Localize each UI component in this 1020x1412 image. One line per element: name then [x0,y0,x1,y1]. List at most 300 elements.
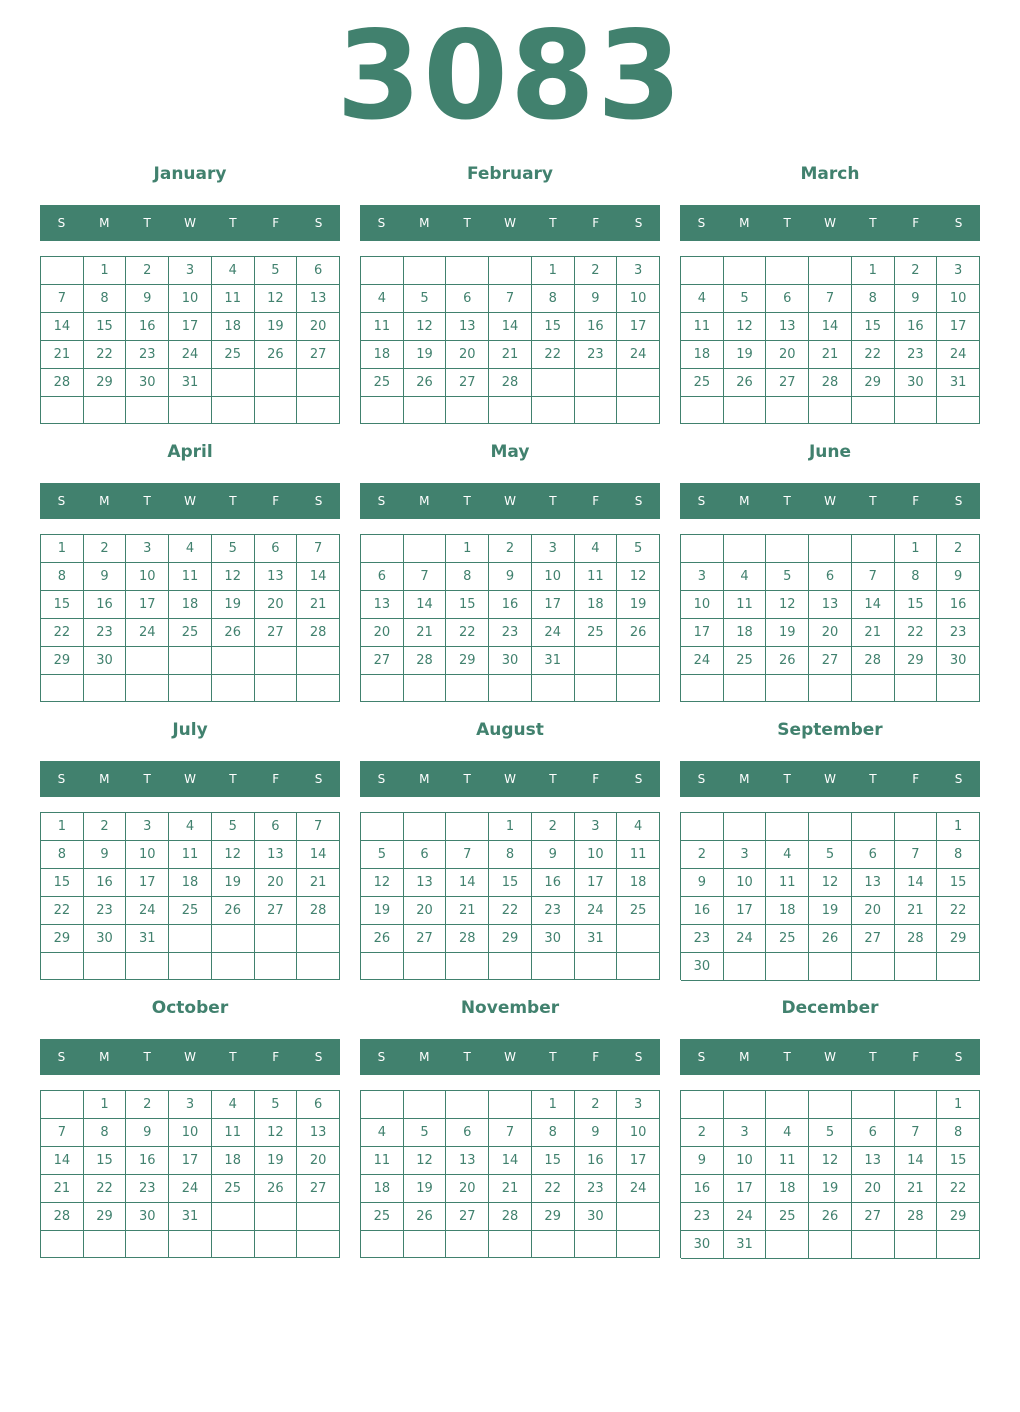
day-cell: 27 [852,925,895,953]
weekday-label: S [634,772,643,786]
weekday-label: S [57,1050,66,1064]
day-cell: 28 [895,925,938,953]
day-cell: 12 [212,841,255,869]
day-cell: 30 [937,647,980,675]
day-cell: 21 [489,341,532,369]
weekday-label: T [549,772,557,786]
weekday-label: F [592,216,600,230]
day-cell: 26 [809,1203,852,1231]
day-cell: 14 [297,841,340,869]
day-cell: 30 [681,1231,724,1259]
day-cell: 9 [489,563,532,591]
weekday-label: S [954,494,963,508]
day-cell: 26 [404,369,447,397]
day-cell: 27 [446,369,489,397]
weekday-label: T [783,1050,791,1064]
day-cell: 18 [212,313,255,341]
empty-day-cell [212,675,255,702]
month-name: March [800,164,860,184]
weekday-label: T [549,1050,557,1064]
weekday-label: T [463,216,471,230]
day-cell: 15 [489,869,532,897]
day-cell: 25 [361,1203,404,1231]
empty-day-cell [532,1231,575,1258]
empty-day-cell [212,1203,255,1231]
day-cell: 29 [895,647,938,675]
day-cell: 27 [297,341,340,369]
empty-day-cell [617,647,660,675]
month-name: July [172,720,208,740]
empty-day-cell [297,1231,340,1258]
empty-day-cell [852,813,895,841]
day-cell: 8 [532,1119,575,1147]
empty-day-cell [297,675,340,702]
empty-day-cell [361,257,404,285]
day-cell: 27 [852,1203,895,1231]
weekday-label: W [184,494,196,508]
empty-day-cell [895,953,938,981]
weekday-label: W [184,216,196,230]
empty-day-cell [361,1091,404,1119]
weekday-label: M [739,772,750,786]
day-cell: 27 [255,619,298,647]
weekday-label: F [912,494,920,508]
day-cell: 31 [724,1231,767,1259]
day-cell: 16 [681,1175,724,1203]
day-cell: 4 [617,813,660,841]
empty-day-cell [255,953,298,980]
day-cell: 25 [617,897,660,925]
day-cell: 2 [84,813,127,841]
empty-day-cell [404,1231,447,1258]
day-cell: 31 [575,925,618,953]
weekday-label: W [504,1050,516,1064]
empty-day-cell [41,953,84,980]
day-cell: 24 [126,619,169,647]
day-grid [680,812,980,980]
day-cell: 10 [617,285,660,313]
day-cell: 12 [724,313,767,341]
weekday-header [680,1039,980,1075]
month-name: April [167,442,213,462]
empty-day-cell [681,397,724,424]
day-cell: 4 [212,1091,255,1119]
day-cell: 18 [575,591,618,619]
empty-day-cell [361,397,404,424]
weekday-label: M [739,494,750,508]
day-cell: 8 [852,285,895,313]
weekday-label: S [314,494,323,508]
weekday-label: S [314,772,323,786]
day-cell: 5 [361,841,404,869]
weekday-label: W [824,216,836,230]
day-cell: 19 [361,897,404,925]
day-cell: 4 [361,285,404,313]
day-cell: 10 [681,591,724,619]
day-grid [40,1090,340,1258]
weekday-label: T [463,1050,471,1064]
day-cell: 28 [404,647,447,675]
day-cell: 12 [766,591,809,619]
day-cell: 23 [575,1175,618,1203]
day-cell: 16 [575,313,618,341]
empty-day-cell [575,369,618,397]
day-cell: 28 [297,619,340,647]
day-cell: 25 [575,619,618,647]
day-cell: 9 [575,1119,618,1147]
day-cell: 17 [724,897,767,925]
weekday-label: S [697,216,706,230]
empty-day-cell [895,1091,938,1119]
weekday-label: W [504,772,516,786]
empty-day-cell [212,925,255,953]
empty-day-cell [446,813,489,841]
day-cell: 3 [724,841,767,869]
day-cell: 22 [41,619,84,647]
weekday-label: W [504,216,516,230]
empty-day-cell [575,397,618,424]
day-cell: 29 [84,369,127,397]
day-cell: 29 [446,647,489,675]
empty-day-cell [617,1203,660,1231]
day-cell: 16 [895,313,938,341]
day-cell: 18 [724,619,767,647]
day-cell: 18 [617,869,660,897]
day-cell: 30 [532,925,575,953]
day-cell: 5 [724,285,767,313]
day-cell: 24 [724,925,767,953]
weekday-label: M [419,216,430,230]
empty-day-cell [126,647,169,675]
day-cell: 4 [212,257,255,285]
day-cell: 24 [617,1175,660,1203]
day-grid [360,1090,660,1258]
day-cell: 27 [297,1175,340,1203]
day-cell: 26 [809,925,852,953]
day-cell: 11 [681,313,724,341]
month-name: December [781,998,879,1018]
empty-day-cell [489,397,532,424]
day-cell: 2 [126,1091,169,1119]
day-cell: 4 [681,285,724,313]
day-cell: 11 [575,563,618,591]
weekday-label: T [229,494,237,508]
day-cell: 28 [489,1203,532,1231]
empty-day-cell [169,953,212,980]
weekday-header [680,483,980,519]
year-title: 3083 [336,5,684,147]
empty-day-cell [361,813,404,841]
weekday-label: S [314,1050,323,1064]
day-cell: 6 [852,1119,895,1147]
day-cell: 6 [809,563,852,591]
day-cell: 21 [895,897,938,925]
day-cell: 14 [489,313,532,341]
day-cell: 1 [532,257,575,285]
day-cell: 15 [937,1147,980,1175]
day-cell: 13 [766,313,809,341]
weekday-label: T [143,494,151,508]
day-cell: 12 [404,313,447,341]
day-cell: 2 [575,1091,618,1119]
empty-day-cell [895,397,938,424]
empty-day-cell [404,813,447,841]
weekday-label: F [592,1050,600,1064]
empty-day-cell [361,675,404,702]
empty-day-cell [255,1231,298,1258]
day-cell: 30 [126,1203,169,1231]
weekday-header [40,1039,340,1075]
day-cell: 20 [766,341,809,369]
weekday-label: T [869,216,877,230]
day-cell: 22 [532,1175,575,1203]
empty-day-cell [446,257,489,285]
day-cell: 1 [937,1091,980,1119]
day-cell: 23 [126,341,169,369]
day-cell: 19 [255,313,298,341]
month-april [40,438,340,708]
day-cell: 14 [809,313,852,341]
empty-day-cell [446,1091,489,1119]
day-cell: 24 [575,897,618,925]
empty-day-cell [724,1091,767,1119]
empty-day-cell [532,675,575,702]
day-cell: 5 [212,813,255,841]
weekday-label: S [697,772,706,786]
day-cell: 27 [255,897,298,925]
day-cell: 16 [532,869,575,897]
weekday-header [680,205,980,241]
weekday-label: F [592,494,600,508]
day-cell: 4 [724,563,767,591]
day-cell: 3 [724,1119,767,1147]
day-cell: 3 [126,535,169,563]
day-cell: 11 [766,1147,809,1175]
month-february [360,160,660,430]
weekday-label: T [229,772,237,786]
day-cell: 16 [575,1147,618,1175]
empty-day-cell [212,1231,255,1258]
day-cell: 14 [41,313,84,341]
weekday-label: S [697,494,706,508]
day-cell: 7 [404,563,447,591]
weekday-label: S [634,216,643,230]
day-cell: 22 [84,341,127,369]
day-cell: 28 [41,1203,84,1231]
empty-day-cell [575,1231,618,1258]
empty-day-cell [617,675,660,702]
day-cell: 2 [937,535,980,563]
empty-day-cell [41,1231,84,1258]
day-cell: 1 [84,1091,127,1119]
day-cell: 5 [255,257,298,285]
weekday-label: M [99,494,110,508]
day-cell: 18 [212,1147,255,1175]
empty-day-cell [532,369,575,397]
month-september [680,716,980,986]
empty-day-cell [446,953,489,980]
day-cell: 22 [895,619,938,647]
day-cell: 10 [532,563,575,591]
day-cell: 9 [84,841,127,869]
empty-day-cell [937,953,980,981]
day-cell: 29 [489,925,532,953]
day-cell: 7 [41,285,84,313]
day-cell: 25 [361,369,404,397]
empty-day-cell [766,257,809,285]
day-cell: 3 [617,1091,660,1119]
day-cell: 13 [446,1147,489,1175]
month-name: September [777,720,883,740]
weekday-label: T [143,1050,151,1064]
empty-day-cell [84,953,127,980]
day-cell: 17 [617,313,660,341]
empty-day-cell [404,675,447,702]
day-cell: 7 [895,841,938,869]
day-cell: 31 [532,647,575,675]
empty-day-cell [809,1091,852,1119]
day-cell: 19 [809,897,852,925]
weekday-label: T [783,772,791,786]
day-cell: 13 [852,869,895,897]
day-cell: 19 [724,341,767,369]
day-cell: 19 [255,1147,298,1175]
day-cell: 9 [681,1147,724,1175]
day-cell: 17 [126,869,169,897]
month-july [40,716,340,986]
day-cell: 25 [212,1175,255,1203]
day-cell: 30 [489,647,532,675]
day-cell: 22 [489,897,532,925]
weekday-label: F [272,1050,280,1064]
weekday-label: T [869,494,877,508]
empty-day-cell [809,953,852,981]
weekday-label: T [229,216,237,230]
day-cell: 1 [446,535,489,563]
day-cell: 18 [169,591,212,619]
day-cell: 14 [41,1147,84,1175]
weekday-label: S [377,1050,386,1064]
day-cell: 11 [724,591,767,619]
day-cell: 31 [126,925,169,953]
day-cell: 24 [681,647,724,675]
day-cell: 16 [84,591,127,619]
empty-day-cell [724,953,767,981]
month-august [360,716,660,986]
empty-day-cell [126,675,169,702]
empty-day-cell [84,675,127,702]
day-cell: 21 [297,869,340,897]
day-cell: 1 [937,813,980,841]
empty-day-cell [169,675,212,702]
empty-day-cell [617,925,660,953]
empty-day-cell [681,535,724,563]
day-cell: 1 [41,535,84,563]
day-cell: 16 [681,897,724,925]
day-cell: 26 [724,369,767,397]
day-cell: 6 [404,841,447,869]
day-cell: 15 [41,869,84,897]
day-cell: 27 [809,647,852,675]
day-cell: 18 [361,1175,404,1203]
weekday-label: W [504,494,516,508]
day-cell: 21 [41,1175,84,1203]
empty-day-cell [937,1231,980,1259]
day-cell: 6 [446,1119,489,1147]
empty-day-cell [766,1091,809,1119]
weekday-header [40,761,340,797]
day-cell: 29 [852,369,895,397]
day-cell: 19 [212,591,255,619]
day-cell: 26 [255,341,298,369]
weekday-label: W [824,494,836,508]
month-name: August [476,720,544,740]
day-cell: 4 [766,1119,809,1147]
day-grid [680,256,980,424]
day-cell: 15 [84,1147,127,1175]
day-cell: 21 [297,591,340,619]
day-cell: 13 [361,591,404,619]
day-cell: 10 [724,1147,767,1175]
empty-day-cell [255,1203,298,1231]
empty-day-cell [937,675,980,702]
day-cell: 26 [617,619,660,647]
weekday-label: S [634,1050,643,1064]
day-cell: 20 [255,591,298,619]
day-cell: 28 [446,925,489,953]
empty-day-cell [126,953,169,980]
empty-day-cell [255,369,298,397]
day-cell: 12 [809,869,852,897]
empty-day-cell [489,1091,532,1119]
empty-day-cell [297,397,340,424]
day-cell: 30 [681,953,724,981]
empty-day-cell [84,397,127,424]
day-cell: 10 [724,869,767,897]
day-cell: 13 [809,591,852,619]
day-cell: 18 [681,341,724,369]
empty-day-cell [255,925,298,953]
empty-day-cell [766,675,809,702]
day-cell: 2 [489,535,532,563]
empty-day-cell [766,953,809,981]
day-cell: 19 [617,591,660,619]
weekday-header [360,205,660,241]
day-cell: 22 [446,619,489,647]
empty-day-cell [681,1091,724,1119]
day-grid [680,1090,980,1258]
weekday-label: S [954,772,963,786]
day-cell: 12 [361,869,404,897]
empty-day-cell [255,647,298,675]
empty-day-cell [446,675,489,702]
day-cell: 23 [126,1175,169,1203]
day-cell: 29 [937,1203,980,1231]
day-cell: 25 [169,619,212,647]
weekday-label: S [634,494,643,508]
day-cell: 21 [41,341,84,369]
day-cell: 15 [895,591,938,619]
day-cell: 20 [852,897,895,925]
day-cell: 4 [766,841,809,869]
day-cell: 8 [895,563,938,591]
day-cell: 28 [41,369,84,397]
day-cell: 23 [575,341,618,369]
day-cell: 30 [84,925,127,953]
day-cell: 8 [937,1119,980,1147]
empty-day-cell [404,953,447,980]
empty-day-cell [809,397,852,424]
